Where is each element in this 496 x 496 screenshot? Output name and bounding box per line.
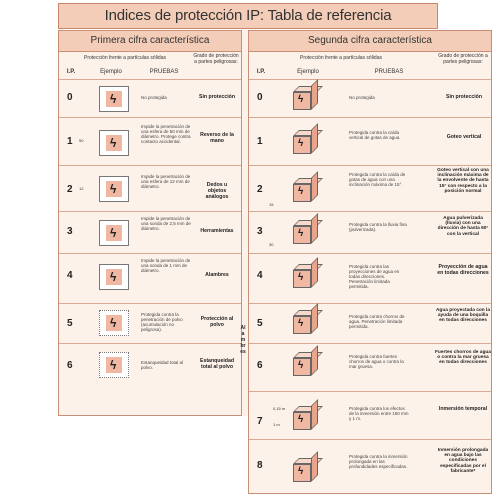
table-row: 6 ϟ Protegida contra fuertes chorros de agua o contra la mar gruesa. Fuertes chorros de agua o contra la mar gruesa en todas direcciones (249, 343, 491, 344)
ip-column-header: I.P. (256, 69, 266, 75)
water-cube-icon: ϟ (293, 458, 319, 482)
dust-hazard-icon: ϟ (99, 310, 129, 336)
table-row: 5 ϟ Protegida contra la penetración de polvo (acumulación no peligrosa). Protección al polvo (59, 303, 241, 304)
table-row: 1 ϟ Protegida contra la caída vertical de gotas de agua. Goteo vertical (249, 117, 491, 118)
table-row: 0 ϟ No protegida Sin protección (249, 79, 491, 80)
table-row: 2 15 ϟ Protegida contra la caída de gotas de agua con una inclinación máxima de 15°. Goteo vertical con una inclinación máxima de la envolvente de hasta 15° con respecto a la posición normal (249, 165, 491, 166)
table-row: 3 30 ϟ Protegida contra la lluvia fina (pulverizada). Agua pulverizada (lluvia) con una dirección de hasta 60° con la vertical (249, 211, 491, 212)
grado-header: Grado de protección a partes peligrosas: (438, 53, 488, 65)
water-cube-icon: ϟ (293, 130, 319, 154)
solids-subheader: Protección frente a partículas sólidas (300, 55, 382, 61)
table-row: 2 12 ϟ Impide la penetración de una esfera de 12 mm de diámetro. Dedos u objetos análogos (59, 165, 241, 166)
table-row: 8 ϟ Protegida contra la inmersión prolongada en las profundidades especificadas. Inmersión prolongada en agua bajo las condiciones especificadas por el fabricante* (249, 439, 491, 440)
ip-column-header: I.P. (66, 69, 76, 75)
ejemplo-column-header: Ejemplo (297, 69, 319, 75)
water-cube-icon: ϟ (293, 310, 319, 334)
hazard-icon: ϟ (99, 220, 129, 246)
water-cube-icon: ϟ (293, 406, 319, 430)
grado-header: Grado de protección a partes peligrosas: (193, 53, 239, 65)
hazard-icon: ϟ (99, 86, 129, 112)
solids-subheader: Protección frente a partículas sólidas (84, 55, 166, 61)
water-cube-icon: ϟ (293, 352, 319, 376)
second-digit-header: Segunda cifra característica (249, 31, 491, 52)
pruebas-column-header: PRUEBAS (374, 69, 404, 75)
first-digit-header: Primera cifra característica (59, 31, 241, 52)
hazard-icon: ϟ (99, 264, 129, 290)
first-digit-panel (58, 30, 242, 416)
second-digit-panel (248, 30, 492, 494)
water-cube-icon: ϟ (293, 220, 319, 244)
table-row: 0 ϟ No protegida Sin protección (59, 79, 241, 80)
table-row: 1 50 ϟ Impide la penetración de una esfera de 50 mm de diámetro. Protege contra contacto accidental. Reverso de la mano (59, 117, 241, 118)
table-row: 5 ϟ Protegida contra chorros de agua. Penetración limitada permitida. Agua proyectada con la ayuda de una boquilla en todas direcciones (249, 303, 491, 304)
water-cube-icon: ϟ (293, 178, 319, 202)
table-row: 3 ϟ Impide la penetración de una sonda de 2,5 mm de diámetro. Herramientas (59, 211, 241, 212)
alambres-vertical-label: Alambres (240, 325, 246, 355)
hazard-icon: ϟ (99, 130, 129, 156)
pruebas-column-header: PRUEBAS (149, 69, 179, 75)
water-cube-icon: ϟ (293, 264, 319, 288)
dust-hazard-icon: ϟ (99, 352, 129, 378)
table-row: 4 ϟ Impide la penetración de una sonda de 1 mm de diámetro. Alambres (59, 253, 241, 254)
ejemplo-column-header: Ejemplo (100, 69, 122, 75)
page-title: Indices de protección IP: Tabla de referencia (58, 3, 438, 29)
hazard-icon: ϟ (99, 176, 129, 202)
table-row: 4 ϟ Protegida contra las proyecciones de agua en todas direcciones. Penetración limitada permitida. Proyección de agua en todas direcciones (249, 253, 491, 254)
table-row: 7 0,15 m 1 m ϟ Protegida contra los efectos de la inmersión entre 150 mm y 1 m. Inmersión temporal (249, 391, 491, 392)
water-cube-icon: ϟ (293, 86, 319, 110)
table-row: 6 ϟ Estanqueidad total al polvo. Estanqueidad total al polvo (59, 343, 241, 344)
